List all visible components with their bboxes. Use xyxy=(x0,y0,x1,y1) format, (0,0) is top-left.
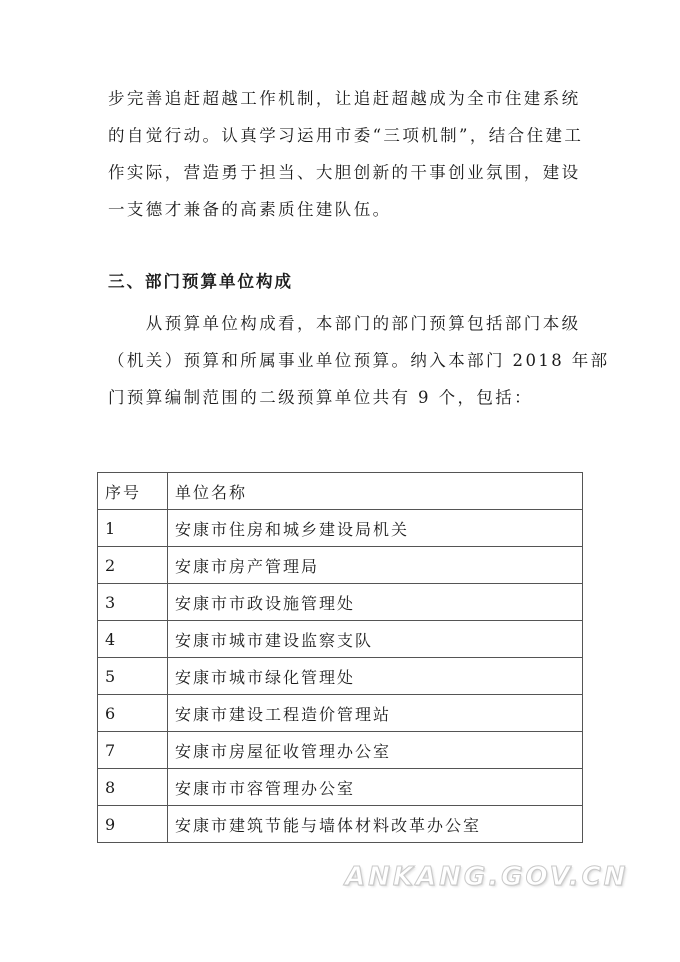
row-unit-name: 安康市住房和城乡建设局机关 xyxy=(168,510,583,547)
paragraph-work-mechanism xyxy=(108,80,584,228)
paragraph-line: 作实际，营造勇于担当、大胆创新的干事创业氛围，建设 xyxy=(108,163,581,182)
header-unit-name: 单位名称 xyxy=(168,473,583,510)
table-row xyxy=(98,695,583,732)
paragraph-line: （机关）预算和所属事业单位预算。纳入本部门 2018 年部 xyxy=(108,351,610,370)
row-index: 2 xyxy=(98,547,168,584)
row-unit-name: 安康市房屋征收管理办公室 xyxy=(168,732,583,769)
paragraph-line: 步完善追赶超越工作机制，让追赶超越成为全市住建系统 xyxy=(108,89,581,108)
row-index: 9 xyxy=(98,806,168,843)
table-row xyxy=(98,806,583,843)
row-unit-name: 安康市建筑节能与墙体材料改革办公室 xyxy=(168,806,583,843)
row-index: 6 xyxy=(98,695,168,732)
table-row xyxy=(98,621,583,658)
table-row xyxy=(98,510,583,547)
paragraph-line: 一支德才兼备的高素质住建队伍。 xyxy=(108,200,392,219)
row-index: 5 xyxy=(98,658,168,695)
row-unit-name: 安康市市政设施管理处 xyxy=(168,584,583,621)
table-row xyxy=(98,584,583,621)
table-header-row xyxy=(98,473,583,510)
table-row xyxy=(98,658,583,695)
paragraph-line: 从预算单位构成看，本部门的部门预算包括部门本级 xyxy=(108,314,581,333)
table-row xyxy=(98,547,583,584)
section-heading: 三、部门预算单位构成 xyxy=(108,272,293,291)
table-row xyxy=(98,769,583,806)
paragraph-line: 门预算编制范围的二级预算单位共有 9 个，包括： xyxy=(108,388,534,407)
paragraph-budget-composition xyxy=(108,305,610,416)
row-index: 1 xyxy=(98,510,168,547)
site-watermark: ANKANG.GOV.CN xyxy=(345,862,629,892)
budget-units-table xyxy=(97,472,583,843)
row-unit-name: 安康市房产管理局 xyxy=(168,547,583,584)
row-unit-name: 安康市城市绿化管理处 xyxy=(168,658,583,695)
row-unit-name: 安康市市容管理办公室 xyxy=(168,769,583,806)
paragraph-line: 的自觉行动。认真学习运用市委“三项机制”，结合住建工 xyxy=(108,126,584,145)
row-index: 8 xyxy=(98,769,168,806)
row-index: 3 xyxy=(98,584,168,621)
row-index: 7 xyxy=(98,732,168,769)
row-index: 4 xyxy=(98,621,168,658)
header-index: 序号 xyxy=(98,473,168,510)
table-row xyxy=(98,732,583,769)
row-unit-name: 安康市建设工程造价管理站 xyxy=(168,695,583,732)
row-unit-name: 安康市城市建设监察支队 xyxy=(168,621,583,658)
